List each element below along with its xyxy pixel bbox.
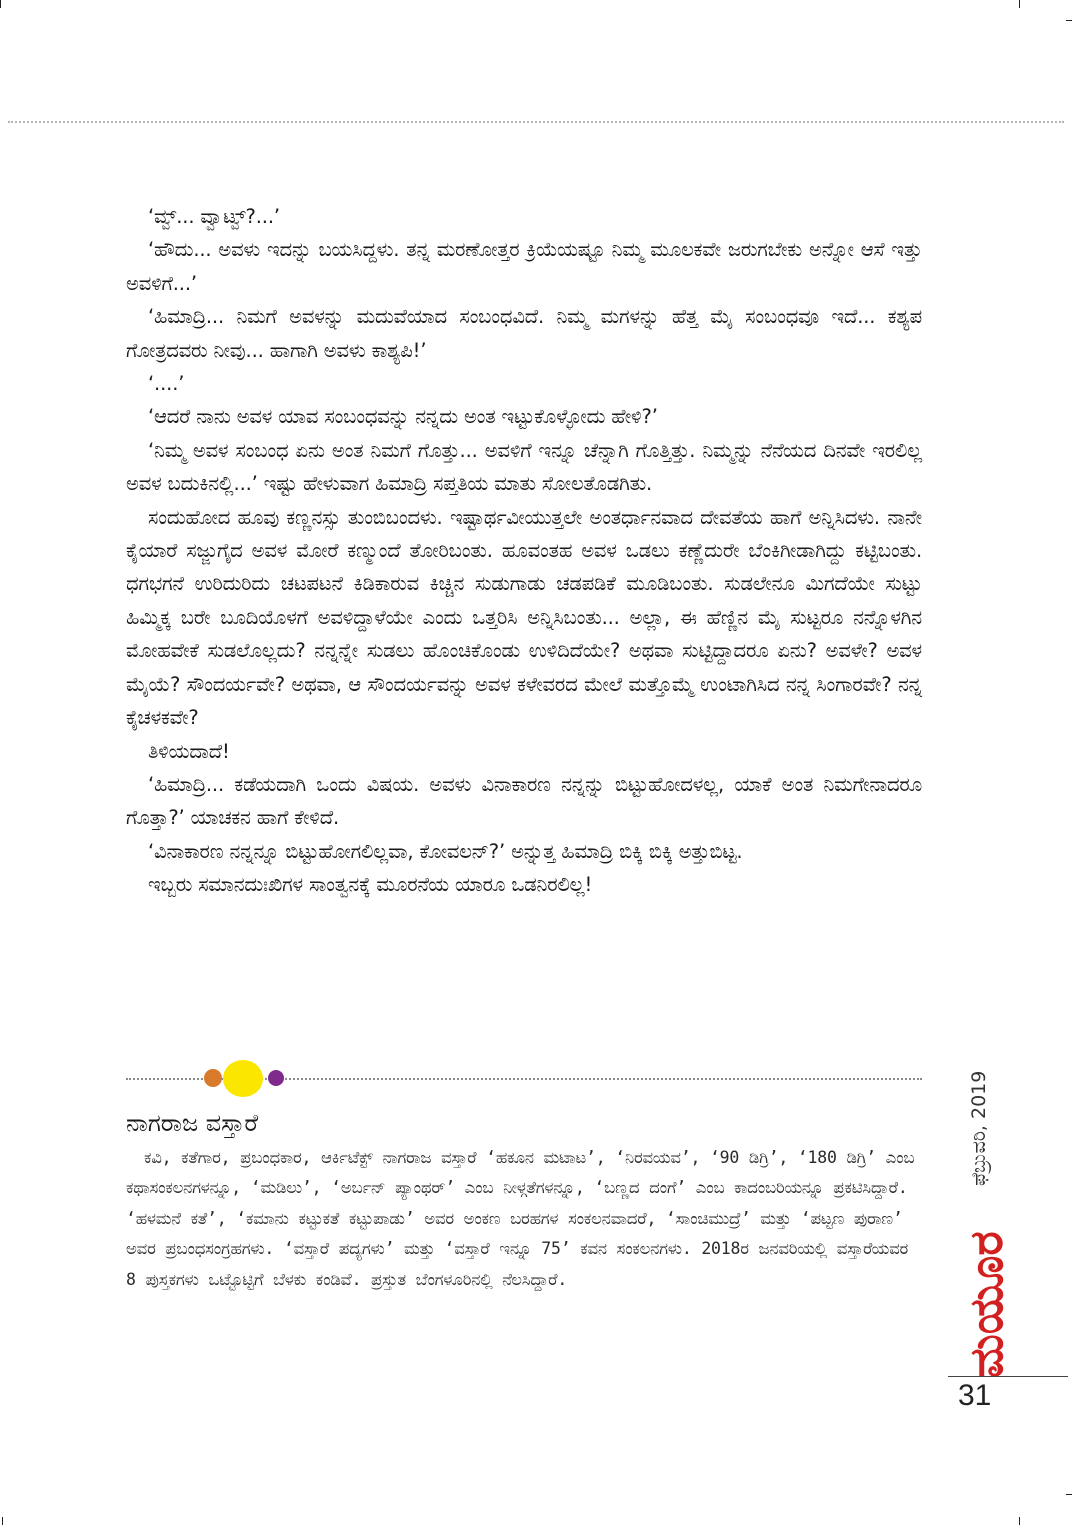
yellow-dot-ornament <box>223 1060 263 1097</box>
crop-mark <box>2 1517 3 1525</box>
purple-dot-ornament <box>268 1070 284 1086</box>
crop-mark <box>1019 1517 1020 1525</box>
author-name: ನಾಗರಾಜ ವಸ್ತಾರೆ <box>126 1109 259 1137</box>
page-number: 31 <box>958 1379 992 1412</box>
story-paragraph: ಸಂದುಹೋದ ಹೂವು ಕಣ್ಣನಸ್ಸು ತುಂಬಿಬಂದಳು. ಇಷ್ಟಾರ್ಥವೀಯುತ್ತಲೇ ಅಂತರ್ಧಾನವಾದ ದೇವತೆಯ ಹಾಗೆ ಅನ್ನಿಸಿದಳು. ನಾನೇ ಕೈಯಾರೆ ಸಜ್ಜುಗೈದ ಅವಳ ಮೋರೆ ಕಣ್ಮುಂದೆ ತೋರಿಬಂತು. ಹೂವಂತಹ ಅವಳ ಒಡಲು ಕಣ್ಣೆದುರೇ ಬೆಂಕಿಗೀಡಾಗಿದ್ದು ಕಟ್ಟಿಬಂತು. ಧಗಭಗನೆ ಉರಿದುರಿದು ಚಟಪಟನೆ ಕಿಡಿಕಾರುವ ಕಿಚ್ಚಿನ ಸುಡುಗಾಡು ಚಡಪಡಿಕೆ ಮೂಡಿಬಂತು. ಸುಡಲೇನೂ ಮಿಗದೆಯೇ ಸುಟ್ಟು ಹಿಮ್ಮಿಕ್ಕ ಬರೇ ಬೂದಿಯೊಳಗೆ ಅವಳಿದ್ದಾಳೆಯೇ ಎಂದು ಒತ್ತರಿಸಿ ಅನ್ನಿಸಿಬಂತು... ಅಲ್ಲಾ, ಈ ಹೆಣ್ಣಿನ ಮೈ ಸುಟ್ಟರೂ ನನ್ನೊಳಗಿನ ಮೋಹವೇಕೆ ಸುಡಲೊಲ್ಲದು? ನನ್ನನ್ನೇ ಸುಡಲು ಹೊಂಚಿಕೊಂಡು ಉಳಿದಿದೆಯೇ? ಅಥವಾ ಸುಟ್ಟಿದ್ದಾದರೂ ಏನು? ಅವಳೇ? ಅವಳ ಮೈಯೆ? ಸೌಂದರ್ಯವೇ? ಅಥವಾ, ಆ ಸೌಂದರ್ಯವನ್ನು ಅವಳ ಕಳೇವರದ ಮೇಲೆ ಮತ್ತೊಮ್ಮೆ ಉಂಟಾಗಿಸಿದ ನನ್ನ ಸಿಂಗಾರವೇ? ನನ್ನ ಕೈಚಳಕವೇ? <box>126 505 922 730</box>
story-paragraph: ‘ಹೌದು... ಅವಳು ಇದನ್ನು ಬಯಸಿದ್ದಳು. ತನ್ನ ಮರಣೋತ್ತರ ಕ್ರಿಯೆಯಷ್ಟೂ ನಿಮ್ಮ ಮೂಲಕವೇ ಜರುಗಬೇಕು ಅನ್ನೋ ಆಸೆ ಇತ್ತು ಅವಳಿಗೆ...’ <box>126 238 922 295</box>
orange-dot-ornament <box>204 1069 222 1087</box>
story-body <box>126 200 922 902</box>
crop-mark <box>0 0 1 8</box>
story-paragraph: ‘ಆದರೆ ನಾನು ಅವಳ ಯಾವ ಸಂಬಂಧವನ್ನು ನನ್ನದು ಅಂತ ಇಟ್ಟುಕೊಳ್ಳೋದು ಹೇಳಿ?’ <box>148 405 658 429</box>
header-dotted-rule <box>8 121 1064 123</box>
crop-mark <box>1066 20 1072 21</box>
story-paragraph: ‘....’ <box>148 372 185 396</box>
page-number-rule <box>948 1376 1068 1377</box>
story-paragraph: ‘ನಿಮ್ಮ ಅವಳ ಸಂಬಂಧ ಏನು ಅಂತ ನಿಮಗೆ ಗೊತ್ತು... ಅವಳಿಗೆ ಇನ್ನೂ ಚೆನ್ನಾಗಿ ಗೊತ್ತಿತ್ತು. ನಿಮ್ಮನ್ನು ನೆನೆಯದ ದಿನವೇ ಇರಲಿಲ್ಲ ಅವಳ ಬದುಕಿನಲ್ಲಿ...’ ಇಷ್ಟು ಹೇಳುವಾಗ ಹಿಮಾದ್ರಿ ಸಪ್ತತಿಯ ಮಾತು ಸೋಲತೊಡಗಿತು. <box>126 438 922 496</box>
magazine-logo: ಮಯೂರ <box>959 1231 1013 1378</box>
story-paragraph: ‘ವಿನಾಕಾರಣ ನನ್ನನ್ನೂ ಬಿಟ್ಟುಹೋಗಲಿಲ್ಲವಾ, ಕೋವಲನ್?’ ಅನ್ನುತ್ತ ಹಿಮಾದ್ರಿ ಬಿಕ್ಕಿ ಬಿಕ್ಕಿ ಅತ್ತುಬಿಟ್ಟ. <box>148 839 743 863</box>
crop-mark <box>1019 0 1020 8</box>
story-paragraph: ಇಬ್ಬರು ಸಮಾನದುಃಖಿಗಳ ಸಾಂತ್ವನಕ್ಕೆ ಮೂರನೆಯ ಯಾರೂ ಒಡನಿರಲಿಲ್ಲ! <box>148 873 593 897</box>
story-paragraph: ‘ಹಿಮಾದ್ರಿ... ನಿಮಗೆ ಅವಳನ್ನು ಮದುವೆಯಾದ ಸಂಬಂಧವಿದೆ. ನಿಮ್ಮ ಮಗಳನ್ನು ಹೆತ್ತ ಮೈ ಸಂಬಂಧವೂ ಇದೆ... ಕಶ್ಯಪ ಗೋತ್ರದವರು ನೀವು... ಹಾಗಾಗಿ ಅವಳು ಕಾಶ್ಯಪಿ!’ <box>126 305 922 362</box>
issue-date: ಫೆಬ್ರುವರಿ, 2019 <box>968 1070 990 1186</box>
crop-mark <box>1066 1494 1072 1495</box>
section-divider <box>126 1060 922 1096</box>
story-paragraph: ‘ಹಿಮಾದ್ರಿ... ಕಡೆಯದಾಗಿ ಒಂದು ವಿಷಯ. ಅವಳು ವಿನಾಕಾರಣ ನನ್ನನ್ನು ಬಿಟ್ಟುಹೋದಳಲ್ಲ, ಯಾಕೆ ಅಂತ ನಿಮಗೇನಾದರೂ ಗೊತ್ತಾ?’ ಯಾಚಕನ ಹಾಗೆ ಕೇಳಿದೆ. <box>126 772 922 830</box>
author-bio: ಕವಿ, ಕತೆಗಾರ, ಪ್ರಬಂಧಕಾರ, ಆರ್ಕಿಟೆಕ್ಟ್ ನಾಗರಾಜ ವಸ್ತಾರೆ ‘ಹಕೂನ ಮಟಾಟ’, ‘ನಿರವಯವ’, ‘90 ಡಿಗ್ರಿ’, ‘180 ಡಿಗ್ರಿ’ ಎಂಬ ಕಥಾಸಂಕಲನಗಳನ್ನೂ, ‘ಮಡಿಲು’, ‘ಅರ್ಬನ್ ಪ್ಯಾಂಥರ್’ ಎಂಬ ನೀಳ್ಗತೆಗಳನ್ನೂ, ‘ಬಣ್ಣದ ದಂಗೆ’ ಎಂಬ ಕಾದಂಬರಿಯನ್ನೂ ಪ್ರಕಟಿಸಿದ್ದಾರೆ. ‘ಹಳಮನೆ ಕತೆ’, ‘ಕಮಾನು ಕಟ್ಟುಕತೆ ಕಟ್ಟುಪಾಡು’ ಅವರ ಅಂಕಣ ಬರಹಗಳ ಸಂಕಲನವಾದರೆ, ‘ಸಾಂಚಿಮುದ್ರೆ’ ಮತ್ತು ‘ಪಟ್ಟಣ ಪುರಾಣ’ ಅವರ ಪ್ರಬಂಧಸಂಗ್ರಹಗಳು. ‘ವಸ್ತಾರೆ ಪದ್ಯಗಳು’ ಮತ್ತು ‘ವಸ್ತಾರೆ ಇನ್ನೂ 75’ ಕವನ ಸಂಕಲನಗಳು. 2018ರ ಜನವರಿಯಲ್ಲಿ ವಸ್ತಾರೆಯವರ 8 ಪುಸ್ತಕಗಳು ಒಟ್ಟೊಟ್ಟಿಗೆ ಬೆಳಕು ಕಂಡಿವೆ. ಪ್ರಸ್ತುತ ಬೆಂಗಳೂರಿನಲ್ಲಿ ನೆಲಸಿದ್ದಾರೆ. <box>126 1148 915 1289</box>
story-paragraph: ‘ವ್ವ್... ವ್ವಾಟ್ವ್?...’ <box>148 205 280 228</box>
story-paragraph: ತಿಳಿಯದಾದೆ! <box>148 739 230 763</box>
